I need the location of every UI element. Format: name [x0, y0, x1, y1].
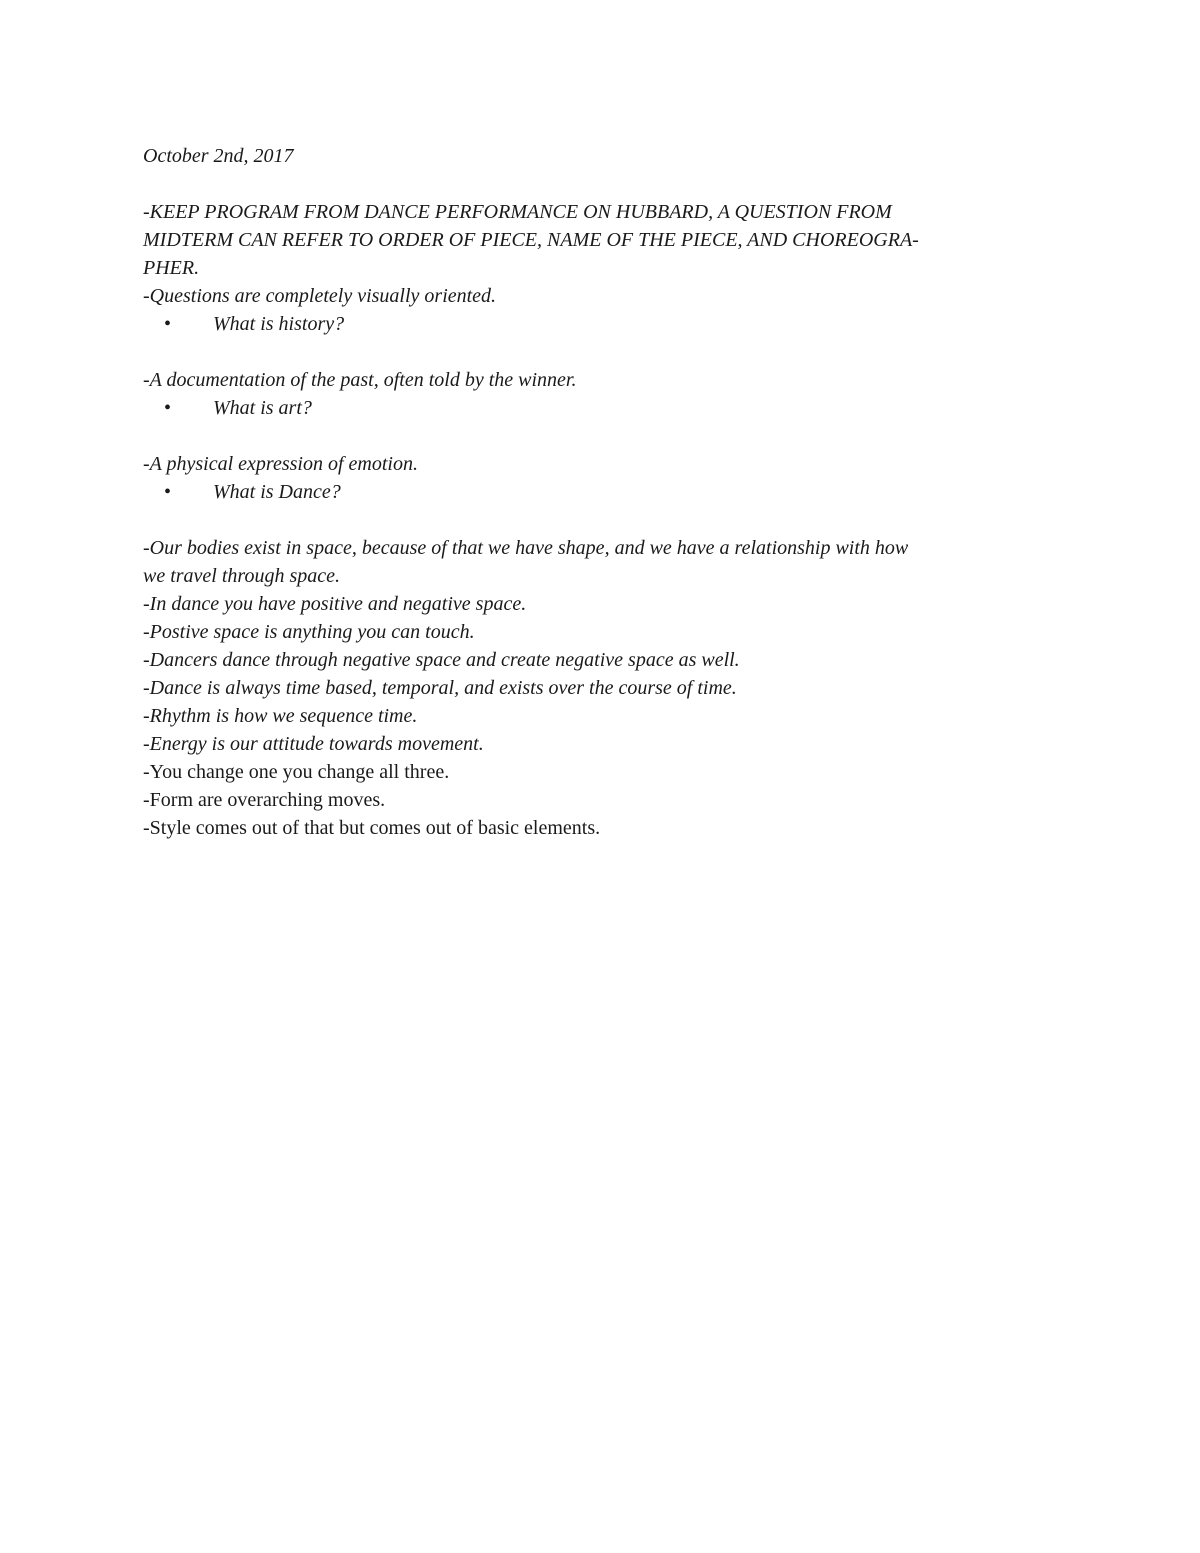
note-keep-program-line-1: -KEEP PROGRAM FROM DANCE PERFORMANCE ON HUBBARD, A QUESTION FROM [143, 201, 892, 223]
answer-art: -A physical expression of emotion. [143, 453, 418, 475]
answer-dance-line-2: we travel through space. [143, 565, 341, 587]
note-keep-program-line-2: MIDTERM CAN REFER TO ORDER OF PIECE, NAME OF THE PIECE, AND CHOREOGRA- [143, 229, 919, 251]
answer-history: -A documentation of the past, often told by the winner. [143, 369, 577, 391]
note-line: -Rhythm is how we sequence time. [143, 705, 418, 727]
note-line: -Dancers dance through negative space and create negative space as well. [143, 649, 740, 671]
note-line: -Postive space is anything you can touch. [143, 621, 475, 643]
bullet-item-history [143, 310, 1063, 338]
bullet-item-dance [143, 478, 1063, 506]
note-date: October 2nd, 2017 [143, 145, 294, 167]
note-line: -Form are overarching moves. [143, 789, 386, 811]
spacer [143, 422, 1063, 450]
note-line: -Style comes out of that but comes out of basic elements. [143, 817, 601, 839]
bullet-item-art [143, 394, 1063, 422]
spacer [143, 338, 1063, 366]
bullet-text: What is history? [213, 313, 345, 335]
bullet-text: What is art? [213, 397, 312, 419]
note-line: -In dance you have positive and negative space. [143, 593, 527, 615]
spacer [143, 506, 1063, 534]
note-line: -Dance is always time based, temporal, and exists over the course of time. [143, 677, 737, 699]
bullet-text: What is Dance? [213, 481, 341, 503]
note-questions: -Questions are completely visually oriented. [143, 285, 497, 307]
note-line: -Energy is our attitude towards movement. [143, 733, 484, 755]
note-keep-program-line-3: PHER. [143, 257, 200, 279]
bullet-icon: • [164, 481, 172, 503]
note-line: -You change one you change all three. [143, 761, 450, 783]
bullet-icon: • [164, 313, 172, 335]
answer-dance-line-1: -Our bodies exist in space, because of that we have shape, and we have a relationship with how [143, 537, 909, 559]
document-page [143, 142, 1063, 842]
bullet-icon: • [164, 397, 172, 419]
